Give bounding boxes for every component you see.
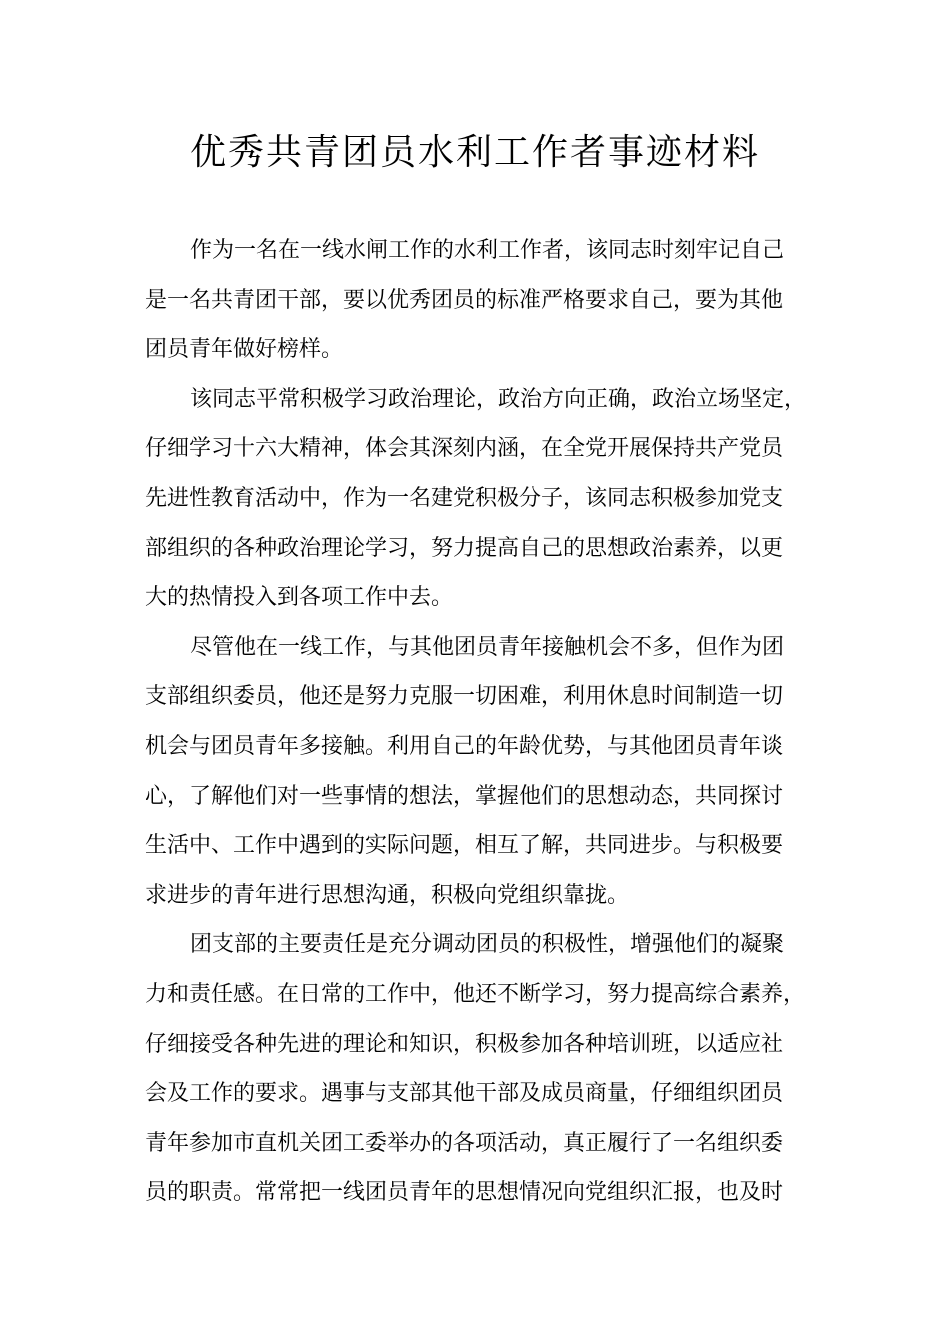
paragraph-4-line-1: 团支部的主要责任是充分调动团员的积极性，增强他们的凝聚 xyxy=(190,932,785,958)
paragraph-2-line-3: 先进性教育活动中，作为一名建党积极分子，该同志积极参加党支 xyxy=(145,485,784,511)
paragraph-4-line-3: 仔细接受各种先进的理论和知识，积极参加各种培训班，以适应社 xyxy=(145,1031,784,1057)
paragraph-1-line-2: 是一名共青团干部，要以优秀团员的标准严格要求自己，要为其他 xyxy=(145,287,784,313)
paragraph-1-line-1: 作为一名在一线水闸工作的水利工作者，该同志时刻牢记自己 xyxy=(190,238,785,263)
paragraph-3-line-3: 机会与团员青年多接触。利用自己的年龄优势，与其他团员青年谈 xyxy=(145,733,784,759)
paragraph-3-line-2: 支部组织委员，他还是努力克服一切困难，利用休息时间制造一切 xyxy=(145,684,784,710)
paragraph-3-line-5: 生活中、工作中遇到的实际问题，相互了解，共同进步。与积极要 xyxy=(145,833,784,859)
paragraph-4-line-4: 会及工作的要求。遇事与支部其他干部及成员商量，仔细组织团员 xyxy=(145,1081,784,1107)
paragraph-2-line-5: 大的热情投入到各项工作中去。 xyxy=(145,585,454,611)
paragraph-1-line-3: 团员青年做好榜样。 xyxy=(145,337,344,363)
document-title: 优秀共青团员水利工作者事迹材料 xyxy=(189,132,760,173)
paragraph-2-line-1: 该同志平常积极学习政治理论，政治方向正确，政治立场坚定， xyxy=(190,386,807,412)
paragraph-3-line-6: 求进步的青年进行思想沟通，积极向党组织靠拢。 xyxy=(145,882,630,908)
paragraph-2-line-4: 部组织的各种政治理论学习，努力提高自己的思想政治素养，以更 xyxy=(145,535,784,561)
paragraph-2-line-2: 仔细学习十六大精神，体会其深刻内涵，在全党开展保持共产党员 xyxy=(145,436,784,462)
paragraph-4-line-2: 力和责任感。在日常的工作中，他还不断学习，努力提高综合素养， xyxy=(145,981,806,1007)
paragraph-3-line-1: 尽管他在一线工作，与其他团员青年接触机会不多，但作为团 xyxy=(190,634,785,660)
document-body xyxy=(145,226,825,1218)
paragraph-4-line-5: 青年参加市直机关团工委举办的各项活动，真正履行了一名组织委 xyxy=(145,1130,784,1156)
paragraph-3-line-4: 心，了解他们对一些事情的想法，掌握他们的思想动态，共同探讨 xyxy=(145,783,784,809)
paragraph-4-line-6: 员的职责。常常把一线团员青年的思想情况向党组织汇报，也及时 xyxy=(145,1180,784,1206)
